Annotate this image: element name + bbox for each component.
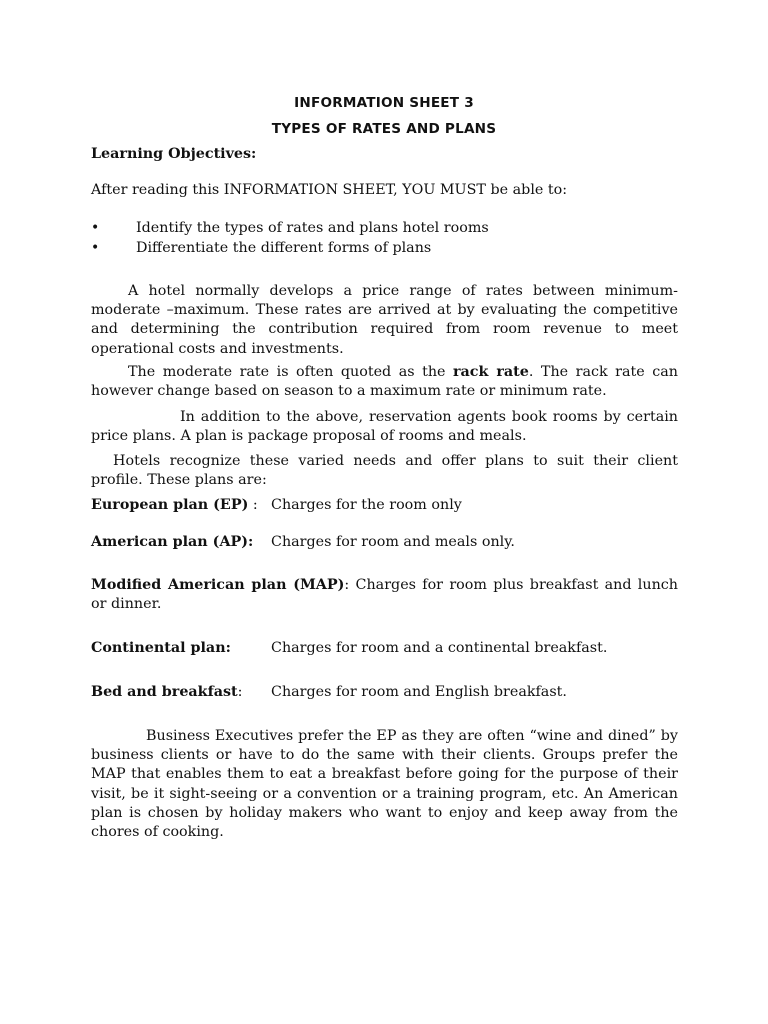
sheet-subtitle: TYPES OF RATES AND PLANS: [271, 121, 497, 137]
paragraph-rack-rate-end: . The rack rate can however change based on season to a maximum rate or minimum rate.: [91, 364, 678, 400]
plan-term: [91, 496, 258, 515]
plan-description: Charges for room and English breakfast.: [271, 684, 567, 700]
intro-line: After reading this INFORMATION SHEET, YOU MUST be able to:: [91, 182, 568, 198]
plan-row-map: [91, 576, 678, 614]
plan-term-suffix: :: [237, 684, 243, 700]
plan-term-suffix: :: [248, 497, 258, 513]
plan-term-suffix: :: [344, 577, 350, 593]
paragraph-price-range: A hotel normally develops a price range of rates between minimum-moderate –maximum. These rates are arrived at by evaluating the competitive and determining the contribution required from room revenue to meet operational costs and investments.: [91, 283, 678, 357]
sheet-title: INFORMATION SHEET 3: [294, 95, 474, 111]
list-item-text: Differentiate the different forms of plans: [136, 240, 432, 256]
list-item-text: Identify the types of rates and plans hotel rooms: [136, 220, 489, 236]
rack-rate-term: rack rate: [453, 364, 529, 380]
paragraph-plan-preferences: Business Executives prefer the EP as they are often “wine and dined” by business clients or have to do the same with their clients. Groups prefer the MAP that enables them to eat a breakfast before going for the purpose of their visit, be it sight-seeing or a convention or a training program, etc. An American plan is chosen by holiday makers who want to enjoy and keep away from the chores of cooking.: [91, 728, 678, 841]
plan-term-label: Modified American plan (MAP): [91, 577, 345, 593]
plan-row-bed-and-breakfast: [91, 683, 678, 702]
plan-term-label: American plan (AP):: [91, 534, 254, 550]
plan-description: Charges for room and a continental breakfast.: [271, 640, 608, 656]
paragraph-rack-rate: [91, 363, 678, 401]
plan-row-ap: [91, 533, 678, 552]
objectives-heading: Learning Objectives:: [91, 146, 257, 162]
plan-term: [91, 683, 242, 702]
paragraph-price-plans: In addition to the above, reservation agents book rooms by certain price plans. A plan is package proposal of rooms and meals.: [91, 409, 678, 445]
bullet-icon: •: [91, 220, 100, 236]
plan-term: [91, 533, 253, 552]
plan-description: Charges for room and meals only.: [271, 534, 515, 550]
list-item: [91, 219, 489, 239]
plan-description: Charges for room plus breakfast and lunch or dinner.: [91, 577, 678, 613]
plan-description: Charges for the room only: [271, 497, 462, 513]
bullet-icon: •: [91, 240, 100, 256]
paragraph-client-needs: Hotels recognize these varied needs and offer plans to suit their client profile. These plans are:: [91, 453, 678, 489]
plan-term-label: Bed and breakfast: [91, 684, 238, 700]
plan-row-continental: [91, 639, 678, 658]
plan-term-label: European plan (EP): [91, 497, 249, 513]
paragraph-rack-rate-start: The moderate rate is often quoted as the: [128, 364, 454, 380]
plan-term-label: Continental plan:: [91, 640, 231, 656]
list-item: [91, 239, 489, 259]
plan-row-ep: [91, 496, 678, 515]
objectives-list: [91, 219, 489, 259]
plan-term: [91, 639, 231, 658]
